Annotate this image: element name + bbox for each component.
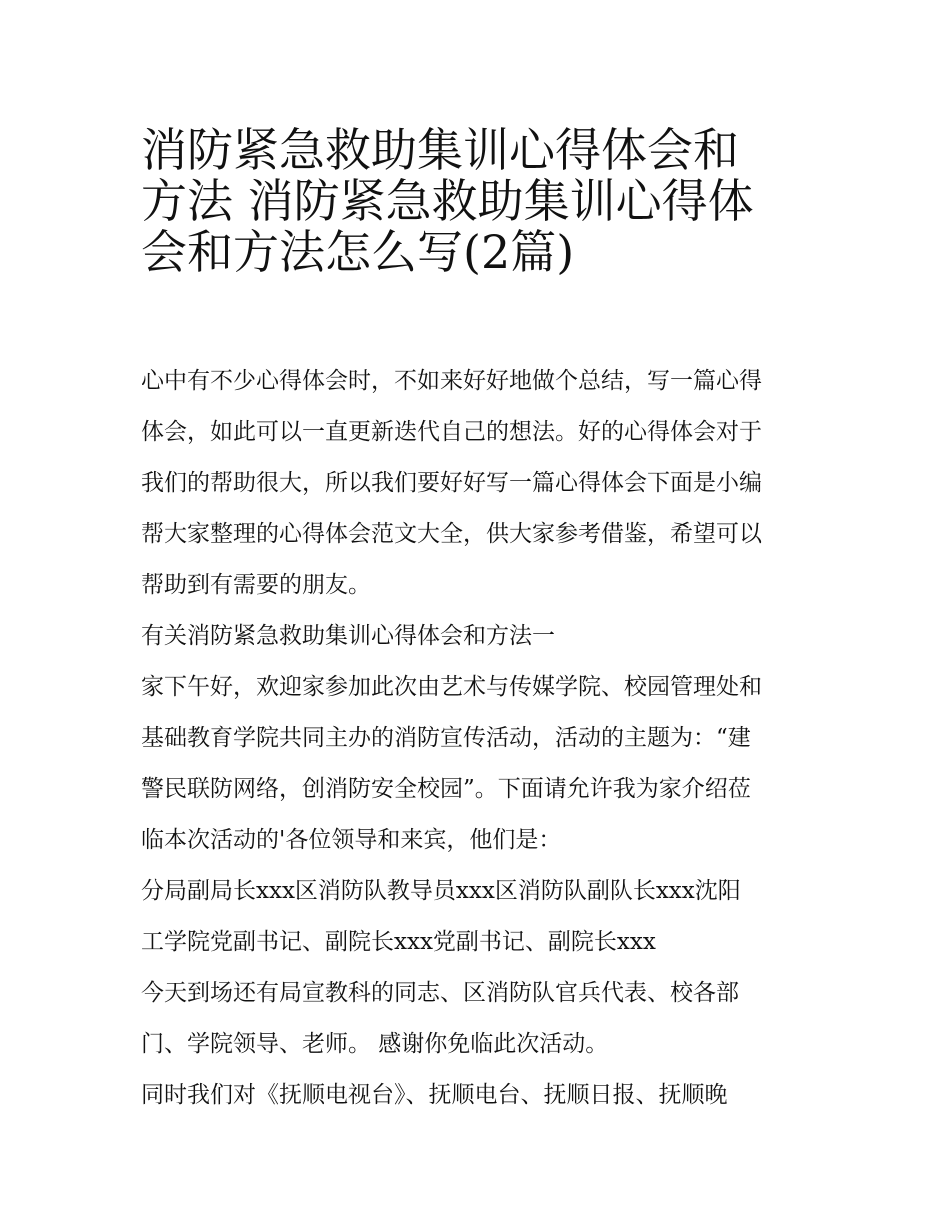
body-line: 心中有不少心得体会时，不如来好好地做个总结，写一篇心得 (141, 368, 762, 394)
body-line: 体会，如此可以一直更新迭代自己的想法。好的心得体会对于 (141, 419, 762, 445)
title-line: 消防紧急救助集训心得体会和 (141, 123, 739, 177)
body-line: 警民联防网络，创消防安全校园”。下面请允许我为家介绍莅 (141, 776, 751, 802)
body-line: 今天到场还有局宣教科的同志、区消防队官兵代表、校各部 (141, 980, 739, 1006)
body-line: 基础教育学院共同主办的消防宣传活动，活动的主题为：“建 (141, 725, 751, 751)
document-body (141, 356, 821, 1121)
body-line: 工学院党副书记、副院长xxx党副书记、副院长xxx (141, 929, 656, 955)
body-line: 临本次活动的'各位领导和来宾，他们是： (141, 827, 562, 853)
section-heading: 有关消防紧急救助集训心得体会和方法一 (141, 623, 555, 649)
title-line: 方法 消防紧急救助集训心得体 (141, 174, 754, 228)
title-line: 会和方法怎么写(2篇) (141, 225, 575, 279)
body-line: 同时我们对《抚顺电视台》、抚顺电台、抚顺日报、抚顺晚 (141, 1082, 728, 1108)
body-line: 门、学院领导、老师。 感谢你免临此次活动。 (141, 1031, 609, 1057)
body-line: 帮大家整理的心得体会范文大全，供大家参考借鉴，希望可以 (141, 521, 762, 547)
body-line: 分局副局长xxx区消防队教导员xxx区消防队副队长xxx沈阳 (141, 878, 741, 904)
document-title (141, 112, 821, 279)
body-line: 帮助到有需要的朋友。 (141, 572, 371, 598)
body-line: 家下午好，欢迎家参加此次由艺术与传媒学院、校园管理处和 (141, 674, 762, 700)
body-line: 我们的帮助很大，所以我们要好好写一篇心得体会下面是小编 (141, 470, 762, 496)
